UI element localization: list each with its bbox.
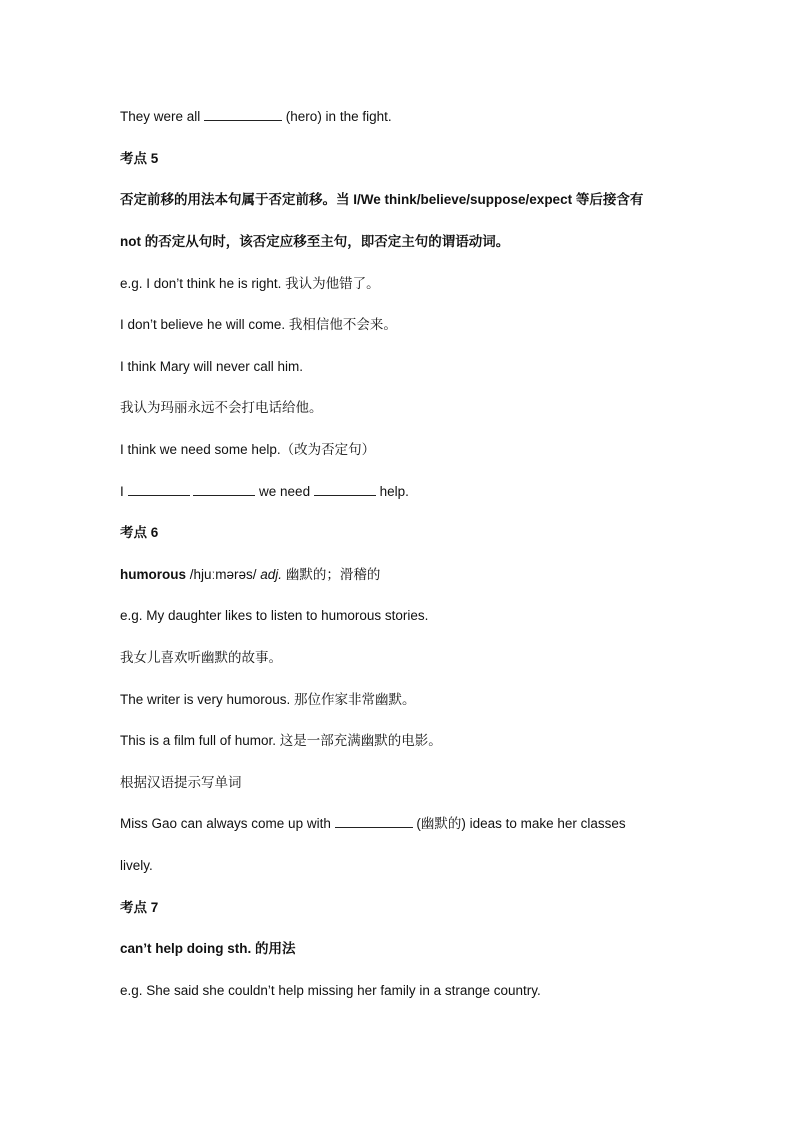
example-3: I think Mary will never call him. — [120, 359, 304, 374]
answer-blank — [128, 483, 190, 496]
vocab-word: humorous — [120, 567, 186, 582]
answer-blank — [314, 483, 376, 496]
example-1: e.g. I don’t think he is right. 我认为他错了。 — [120, 276, 380, 291]
exercise-start: I — [120, 484, 128, 499]
kaodian-5-heading: 考点 5 — [120, 151, 159, 166]
hero-line-before: They were all — [120, 109, 205, 124]
hero-exercise-line — [120, 108, 392, 126]
kaodian-6-heading: 考点 6 — [120, 525, 159, 540]
kaodian-7-heading: 考点 7 — [120, 900, 159, 915]
answer-blank — [193, 483, 255, 496]
example-4: I think we need some help.（改为否定句） — [120, 442, 376, 457]
humorous-entry — [120, 566, 380, 584]
vocab-meaning: 幽默的；滑稽的 — [282, 567, 381, 582]
gao-line-after: (幽默的) ideas to make her classes — [412, 816, 626, 831]
gao-line-before: Miss Gao can always come up with — [120, 816, 335, 831]
vocab-pos: adj. — [260, 567, 283, 582]
exercise-end: help. — [375, 484, 409, 499]
example-7: This is a film full of humor. 这是一部充满幽默的电影。 — [120, 733, 442, 748]
example-3-translation: 我认为玛丽永远不会打电话给他。 — [120, 400, 323, 415]
example-8: e.g. She said she couldn’t help missing her family in a strange country. — [120, 983, 541, 998]
hero-line-after: (hero) in the fight. — [282, 109, 392, 124]
kaodian-7-rule: can’t help doing sth. 的用法 — [120, 941, 296, 956]
example-2: I don’t believe he will come. 我相信他不会来。 — [120, 317, 397, 332]
gao-exercise-line-2: lively. — [120, 858, 153, 873]
hint-label: 根据汉语提示写单词 — [120, 775, 242, 790]
exercise-middle: we need — [255, 484, 314, 499]
answer-blank — [204, 108, 282, 121]
example-6: The writer is very humorous. 那位作家非常幽默。 — [120, 692, 416, 707]
gao-exercise-line — [120, 815, 626, 833]
kaodian-5-rule-line-1: 否定前移的用法本句属于否定前移。当 I/We think/believe/suppose/expect 等后接含有 — [120, 192, 644, 207]
kaodian-5-rule-line-2: not 的否定从句时，该否定应移至主句，即否定主句的谓语动词。 — [120, 234, 510, 249]
answer-blank — [335, 815, 413, 828]
example-5-translation: 我女儿喜欢听幽默的故事。 — [120, 650, 282, 665]
example-5: e.g. My daughter likes to listen to humorous stories. — [120, 608, 429, 623]
negation-exercise-line — [120, 483, 409, 501]
vocab-phonetic: /hjuːmərəs/ — [186, 567, 261, 582]
